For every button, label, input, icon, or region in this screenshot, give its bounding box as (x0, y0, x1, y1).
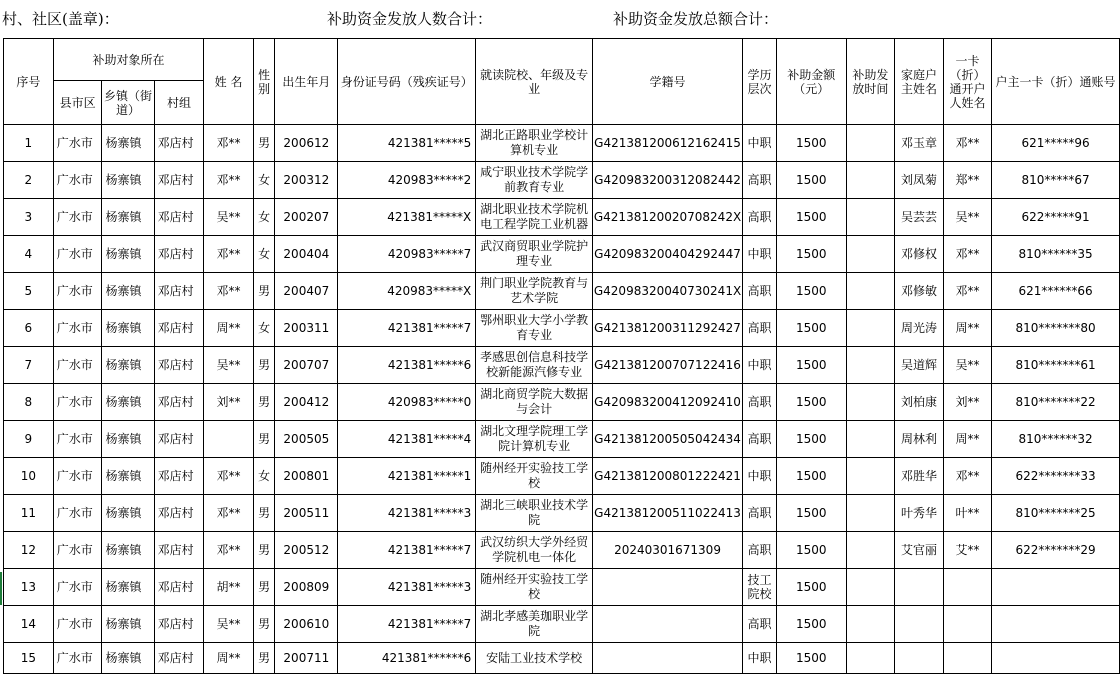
cell-level[interactable]: 中职 (743, 458, 777, 495)
cell-id[interactable]: 421381*****7 (338, 606, 476, 643)
sheet-header (0, 0, 1120, 38)
cell-county[interactable]: 广水市 (53, 273, 102, 310)
cell-selection-marker (0, 572, 2, 605)
cell-school[interactable]: 湖北文理学院理工学院计算机专业 (476, 421, 593, 458)
cell-holder[interactable]: 刘** (943, 384, 991, 421)
cell-paid-time[interactable] (846, 347, 895, 384)
cell-amount[interactable]: 1500 (776, 384, 846, 421)
cell-village[interactable]: 邓店村 (154, 495, 204, 532)
cell-name[interactable]: 胡** (204, 569, 254, 606)
cell-student-id[interactable]: G421381200612162415 (592, 125, 742, 162)
cell-level[interactable]: 中职 (743, 236, 777, 273)
cell-name[interactable] (204, 421, 254, 458)
cell-holder[interactable]: 艾** (943, 532, 991, 569)
cell-holder[interactable] (943, 569, 991, 606)
table-row (4, 421, 1120, 458)
cell-birth[interactable]: 200711 (275, 643, 338, 674)
cell-level[interactable]: 中职 (743, 125, 777, 162)
cell-level[interactable]: 中职 (743, 643, 777, 674)
cell-level[interactable]: 高职 (743, 421, 777, 458)
cell-village[interactable]: 邓店村 (154, 236, 204, 273)
cell-gender[interactable]: 男 (253, 532, 275, 569)
cell-name[interactable]: 周** (204, 643, 254, 674)
cell-head[interactable] (895, 643, 944, 674)
cell-village[interactable]: 邓店村 (154, 125, 204, 162)
cell-account[interactable]: 810*******80 (992, 310, 1120, 347)
cell-student-id[interactable]: G420983200412092410 (592, 384, 742, 421)
table-row (4, 162, 1120, 199)
cell-school[interactable]: 湖北孝感美珈职业学院 (476, 606, 593, 643)
col-target-group: 补助对象所在 (53, 39, 204, 81)
cell-head[interactable]: 刘柏康 (895, 384, 944, 421)
cell-id[interactable]: 420983*****0 (338, 384, 476, 421)
col-level: 学历层次 (743, 39, 777, 125)
seal-label: 村、社区(盖章)： (2, 10, 119, 28)
cell-name[interactable]: 邓** (204, 162, 254, 199)
cell-gender[interactable]: 男 (253, 606, 275, 643)
cell-paid-time[interactable] (846, 421, 895, 458)
cell-level[interactable]: 技工院校 (743, 569, 777, 606)
cell-gender[interactable]: 男 (253, 125, 275, 162)
cell-id[interactable]: 421381*****7 (338, 310, 476, 347)
cell-village[interactable]: 邓店村 (154, 421, 204, 458)
cell-amount[interactable]: 1500 (776, 236, 846, 273)
cell-county[interactable]: 广水市 (53, 532, 102, 569)
cell-gender[interactable]: 女 (253, 162, 275, 199)
cell-student-id[interactable]: G42138120020708242X (592, 199, 742, 236)
cell-head[interactable]: 周林利 (895, 421, 944, 458)
cell-amount[interactable]: 1500 (776, 162, 846, 199)
cell-account[interactable]: 622*******33 (992, 458, 1120, 495)
cell-county[interactable]: 广水市 (53, 606, 102, 643)
col-card-holder: 一卡（折）通开户人姓名 (943, 39, 991, 125)
cell-birth[interactable]: 200511 (275, 495, 338, 532)
cell-seq[interactable]: 15 (4, 643, 54, 674)
col-amount: 补助金额（元） (776, 39, 846, 125)
cell-birth[interactable]: 200612 (275, 125, 338, 162)
cell-student-id[interactable]: G421381200311292427 (592, 310, 742, 347)
cell-amount[interactable]: 1500 (776, 643, 846, 674)
cell-account[interactable]: 810*******61 (992, 347, 1120, 384)
cell-account[interactable]: 621*****96 (992, 125, 1120, 162)
cell-level[interactable]: 高职 (743, 162, 777, 199)
cell-id[interactable]: 421381*****1 (338, 458, 476, 495)
cell-paid-time[interactable] (846, 643, 895, 674)
cell-head[interactable]: 吴芸芸 (895, 199, 944, 236)
cell-name[interactable]: 邓** (204, 273, 254, 310)
table-row (4, 273, 1120, 310)
cell-birth[interactable]: 200412 (275, 384, 338, 421)
cell-student-id[interactable] (592, 643, 742, 674)
col-town: 乡镇（街道） (102, 81, 154, 125)
cell-county[interactable]: 广水市 (53, 495, 102, 532)
cell-village[interactable]: 邓店村 (154, 384, 204, 421)
cell-account[interactable]: 810*****67 (992, 162, 1120, 199)
cell-amount[interactable]: 1500 (776, 532, 846, 569)
table-row (4, 199, 1120, 236)
cell-level[interactable]: 中职 (743, 347, 777, 384)
table-row (4, 236, 1120, 273)
cell-seq[interactable]: 7 (4, 347, 54, 384)
cell-village[interactable]: 邓店村 (154, 643, 204, 674)
cell-village[interactable]: 邓店村 (154, 310, 204, 347)
cell-village[interactable]: 邓店村 (154, 569, 204, 606)
col-paid-time: 补助发放时间 (846, 39, 895, 125)
cell-village[interactable]: 邓店村 (154, 458, 204, 495)
cell-town[interactable]: 杨寨镇 (102, 273, 154, 310)
cell-id[interactable]: 421381*****6 (338, 347, 476, 384)
cell-head[interactable]: 吴道辉 (895, 347, 944, 384)
table-row (4, 532, 1120, 569)
cell-town[interactable]: 杨寨镇 (102, 199, 154, 236)
cell-amount[interactable]: 1500 (776, 273, 846, 310)
cell-amount[interactable]: 1500 (776, 606, 846, 643)
cell-amount[interactable]: 1500 (776, 310, 846, 347)
cell-paid-time[interactable] (846, 458, 895, 495)
cell-gender[interactable]: 男 (253, 273, 275, 310)
cell-birth[interactable]: 200801 (275, 458, 338, 495)
cell-name[interactable]: 吴** (204, 199, 254, 236)
table-row (4, 310, 1120, 347)
cell-seq[interactable]: 14 (4, 606, 54, 643)
cell-holder[interactable] (943, 643, 991, 674)
cell-amount[interactable]: 1500 (776, 495, 846, 532)
cell-county[interactable]: 广水市 (53, 199, 102, 236)
cell-id[interactable]: 420983*****7 (338, 236, 476, 273)
cell-amount[interactable]: 1500 (776, 421, 846, 458)
cell-school[interactable]: 湖北正路职业学校计算机专业 (476, 125, 593, 162)
cell-level[interactable]: 高职 (743, 495, 777, 532)
cell-id[interactable]: 420983*****X (338, 273, 476, 310)
cell-name[interactable]: 吴** (204, 606, 254, 643)
cell-head[interactable]: 艾官丽 (895, 532, 944, 569)
cell-town[interactable]: 杨寨镇 (102, 569, 154, 606)
cell-village[interactable]: 邓店村 (154, 162, 204, 199)
cell-paid-time[interactable] (846, 569, 895, 606)
cell-holder[interactable]: 周** (943, 310, 991, 347)
cell-town[interactable]: 杨寨镇 (102, 384, 154, 421)
cell-id[interactable]: 421381*****X (338, 199, 476, 236)
people-total-label: 补助资金发放人数合计： (327, 10, 493, 28)
cell-gender[interactable]: 女 (253, 310, 275, 347)
cell-id[interactable]: 421381******6 (338, 643, 476, 674)
cell-account[interactable]: 622*****91 (992, 199, 1120, 236)
cell-village[interactable]: 邓店村 (154, 347, 204, 384)
cell-paid-time[interactable] (846, 384, 895, 421)
cell-village[interactable]: 邓店村 (154, 532, 204, 569)
cell-head[interactable]: 刘凤菊 (895, 162, 944, 199)
cell-paid-time[interactable] (846, 199, 895, 236)
cell-student-id[interactable]: 20240301671309 (592, 532, 742, 569)
cell-school[interactable]: 随州经开实验技工学校 (476, 458, 593, 495)
cell-county[interactable]: 广水市 (53, 310, 102, 347)
cell-county[interactable]: 广水市 (53, 384, 102, 421)
cell-paid-time[interactable] (846, 125, 895, 162)
cell-name[interactable]: 周** (204, 310, 254, 347)
cell-id[interactable]: 421381*****3 (338, 569, 476, 606)
cell-seq[interactable]: 12 (4, 532, 54, 569)
amount-total-label: 补助资金发放总额合计： (613, 10, 779, 28)
cell-school[interactable]: 随州经开实验技工学校 (476, 569, 593, 606)
cell-seq[interactable]: 5 (4, 273, 54, 310)
cell-school[interactable]: 荆门职业学院教育与艺术学院 (476, 273, 593, 310)
cell-id[interactable]: 420983*****2 (338, 162, 476, 199)
cell-village[interactable]: 邓店村 (154, 606, 204, 643)
cell-school[interactable]: 武汉商贸职业学院护理专业 (476, 236, 593, 273)
table-row (4, 125, 1120, 162)
cell-town[interactable]: 杨寨镇 (102, 643, 154, 674)
cell-school[interactable]: 武汉纺织大学外经贸学院机电一体化 (476, 532, 593, 569)
col-head-name: 家庭户主姓名 (895, 39, 944, 125)
col-id: 身份证号码（残疾证号） (338, 39, 476, 125)
cell-account[interactable]: 810*******25 (992, 495, 1120, 532)
cell-student-id[interactable]: G420983200312082442 (592, 162, 742, 199)
cell-holder[interactable]: 郑** (943, 162, 991, 199)
cell-amount[interactable]: 1500 (776, 569, 846, 606)
cell-seq[interactable]: 2 (4, 162, 54, 199)
cell-town[interactable]: 杨寨镇 (102, 421, 154, 458)
cell-town[interactable]: 杨寨镇 (102, 458, 154, 495)
cell-amount[interactable]: 1500 (776, 199, 846, 236)
cell-seq[interactable]: 1 (4, 125, 54, 162)
cell-school[interactable]: 咸宁职业技术学院学前教育专业 (476, 162, 593, 199)
col-name: 姓 名 (204, 39, 254, 125)
cell-county[interactable]: 广水市 (53, 236, 102, 273)
cell-account[interactable]: 810******32 (992, 421, 1120, 458)
table-row (4, 495, 1120, 532)
cell-account[interactable]: 810*******22 (992, 384, 1120, 421)
cell-name[interactable]: 邓** (204, 236, 254, 273)
cell-level[interactable]: 高职 (743, 532, 777, 569)
cell-birth[interactable]: 200505 (275, 421, 338, 458)
cell-account[interactable]: 622*******29 (992, 532, 1120, 569)
cell-account[interactable]: 621******66 (992, 273, 1120, 310)
cell-name[interactable]: 邓** (204, 532, 254, 569)
cell-gender[interactable]: 女 (253, 236, 275, 273)
cell-birth[interactable]: 200312 (275, 162, 338, 199)
col-school: 就读院校、年级及专业 (476, 39, 593, 125)
cell-town[interactable]: 杨寨镇 (102, 495, 154, 532)
cell-town[interactable]: 杨寨镇 (102, 606, 154, 643)
cell-holder[interactable]: 叶** (943, 495, 991, 532)
cell-name[interactable]: 邓** (204, 125, 254, 162)
cell-school[interactable]: 湖北职业技术学院机电工程学院工业机器 (476, 199, 593, 236)
cell-id[interactable]: 421381*****4 (338, 421, 476, 458)
cell-account[interactable] (992, 643, 1120, 674)
table-row (4, 569, 1120, 606)
cell-amount[interactable]: 1500 (776, 458, 846, 495)
cell-amount[interactable]: 1500 (776, 125, 846, 162)
cell-seq[interactable]: 3 (4, 199, 54, 236)
cell-county[interactable]: 广水市 (53, 125, 102, 162)
cell-seq[interactable]: 9 (4, 421, 54, 458)
cell-holder[interactable]: 周** (943, 421, 991, 458)
cell-level[interactable]: 高职 (743, 199, 777, 236)
cell-paid-time[interactable] (846, 532, 895, 569)
col-student-id: 学籍号 (592, 39, 742, 125)
cell-town[interactable]: 杨寨镇 (102, 162, 154, 199)
cell-school[interactable]: 湖北商贸学院大数据与会计 (476, 384, 593, 421)
cell-town[interactable]: 杨寨镇 (102, 125, 154, 162)
cell-seq[interactable]: 11 (4, 495, 54, 532)
col-village: 村组 (154, 81, 204, 125)
cell-seq[interactable]: 4 (4, 236, 54, 273)
cell-village[interactable]: 邓店村 (154, 199, 204, 236)
cell-head[interactable]: 邓修敏 (895, 273, 944, 310)
cell-student-id[interactable]: G420983200404292447 (592, 236, 742, 273)
cell-gender[interactable]: 男 (253, 421, 275, 458)
cell-county[interactable]: 广水市 (53, 643, 102, 674)
cell-student-id[interactable]: G42098320040730241X (592, 273, 742, 310)
subsidy-table (3, 38, 1120, 674)
cell-student-id[interactable]: G421381200511022413 (592, 495, 742, 532)
col-county: 县市区 (53, 81, 102, 125)
cell-student-id[interactable]: G421381200801222421 (592, 458, 742, 495)
cell-student-id[interactable]: G421381200707122416 (592, 347, 742, 384)
cell-school[interactable]: 鄂州职业大学小学教育专业 (476, 310, 593, 347)
cell-id[interactable]: 421381*****3 (338, 495, 476, 532)
cell-school[interactable]: 湖北三峡职业技术学院 (476, 495, 593, 532)
cell-account[interactable]: 810******35 (992, 236, 1120, 273)
cell-head[interactable]: 邓修权 (895, 236, 944, 273)
cell-head[interactable] (895, 606, 944, 643)
cell-name[interactable]: 邓** (204, 495, 254, 532)
cell-id[interactable]: 421381*****7 (338, 532, 476, 569)
cell-county[interactable]: 广水市 (53, 421, 102, 458)
table-row (4, 606, 1120, 643)
cell-name[interactable]: 邓** (204, 458, 254, 495)
cell-head[interactable]: 周光涛 (895, 310, 944, 347)
col-gender: 性别 (253, 39, 275, 125)
cell-level[interactable]: 高职 (743, 273, 777, 310)
cell-birth[interactable]: 200311 (275, 310, 338, 347)
cell-amount[interactable]: 1500 (776, 347, 846, 384)
cell-seq[interactable]: 13 (4, 569, 54, 606)
cell-level[interactable]: 高职 (743, 310, 777, 347)
cell-holder[interactable]: 邓** (943, 236, 991, 273)
cell-county[interactable]: 广水市 (53, 347, 102, 384)
cell-county[interactable]: 广水市 (53, 569, 102, 606)
cell-head[interactable]: 邓玉章 (895, 125, 944, 162)
cell-paid-time[interactable] (846, 273, 895, 310)
col-seq: 序号 (4, 39, 54, 125)
cell-holder[interactable]: 吴** (943, 199, 991, 236)
cell-birth[interactable]: 200512 (275, 532, 338, 569)
col-account: 户主一卡（折）通账号 (992, 39, 1120, 125)
cell-seq[interactable]: 10 (4, 458, 54, 495)
cell-birth[interactable]: 200207 (275, 199, 338, 236)
cell-birth[interactable]: 200707 (275, 347, 338, 384)
cell-gender[interactable]: 男 (253, 347, 275, 384)
cell-paid-time[interactable] (846, 236, 895, 273)
cell-paid-time[interactable] (846, 310, 895, 347)
cell-holder[interactable]: 邓** (943, 273, 991, 310)
cell-paid-time[interactable] (846, 606, 895, 643)
cell-gender[interactable]: 男 (253, 569, 275, 606)
cell-birth[interactable]: 200610 (275, 606, 338, 643)
cell-gender[interactable]: 男 (253, 384, 275, 421)
cell-paid-time[interactable] (846, 162, 895, 199)
cell-gender[interactable]: 男 (253, 643, 275, 674)
cell-head[interactable] (895, 569, 944, 606)
cell-school[interactable]: 孝感思创信息科技学校新能源汽修专业 (476, 347, 593, 384)
cell-birth[interactable]: 200404 (275, 236, 338, 273)
cell-birth[interactable]: 200407 (275, 273, 338, 310)
cell-village[interactable]: 邓店村 (154, 273, 204, 310)
table-row (4, 643, 1120, 674)
table-row (4, 384, 1120, 421)
cell-level[interactable]: 高职 (743, 606, 777, 643)
cell-gender[interactable]: 男 (253, 495, 275, 532)
table-row (4, 458, 1120, 495)
cell-town[interactable]: 杨寨镇 (102, 310, 154, 347)
cell-gender[interactable]: 女 (253, 458, 275, 495)
cell-county[interactable]: 广水市 (53, 458, 102, 495)
cell-name[interactable]: 刘** (204, 384, 254, 421)
cell-head[interactable]: 邓胜华 (895, 458, 944, 495)
cell-holder[interactable]: 吴** (943, 347, 991, 384)
cell-student-id[interactable]: G421381200505042434 (592, 421, 742, 458)
col-birth: 出生年月 (275, 39, 338, 125)
cell-name[interactable]: 吴** (204, 347, 254, 384)
cell-seq[interactable]: 6 (4, 310, 54, 347)
cell-student-id[interactable] (592, 606, 742, 643)
cell-student-id[interactable] (592, 569, 742, 606)
cell-county[interactable]: 广水市 (53, 162, 102, 199)
cell-town[interactable]: 杨寨镇 (102, 532, 154, 569)
cell-gender[interactable]: 女 (253, 199, 275, 236)
cell-account[interactable] (992, 569, 1120, 606)
cell-level[interactable]: 高职 (743, 384, 777, 421)
cell-head[interactable]: 叶秀华 (895, 495, 944, 532)
cell-seq[interactable]: 8 (4, 384, 54, 421)
cell-birth[interactable]: 200809 (275, 569, 338, 606)
cell-town[interactable]: 杨寨镇 (102, 236, 154, 273)
cell-holder[interactable] (943, 606, 991, 643)
table-row (4, 347, 1120, 384)
cell-account[interactable] (992, 606, 1120, 643)
cell-id[interactable]: 421381*****5 (338, 125, 476, 162)
cell-paid-time[interactable] (846, 495, 895, 532)
cell-holder[interactable]: 邓** (943, 458, 991, 495)
cell-holder[interactable]: 邓** (943, 125, 991, 162)
cell-school[interactable]: 安陆工业技术学校 (476, 643, 593, 674)
cell-town[interactable]: 杨寨镇 (102, 347, 154, 384)
